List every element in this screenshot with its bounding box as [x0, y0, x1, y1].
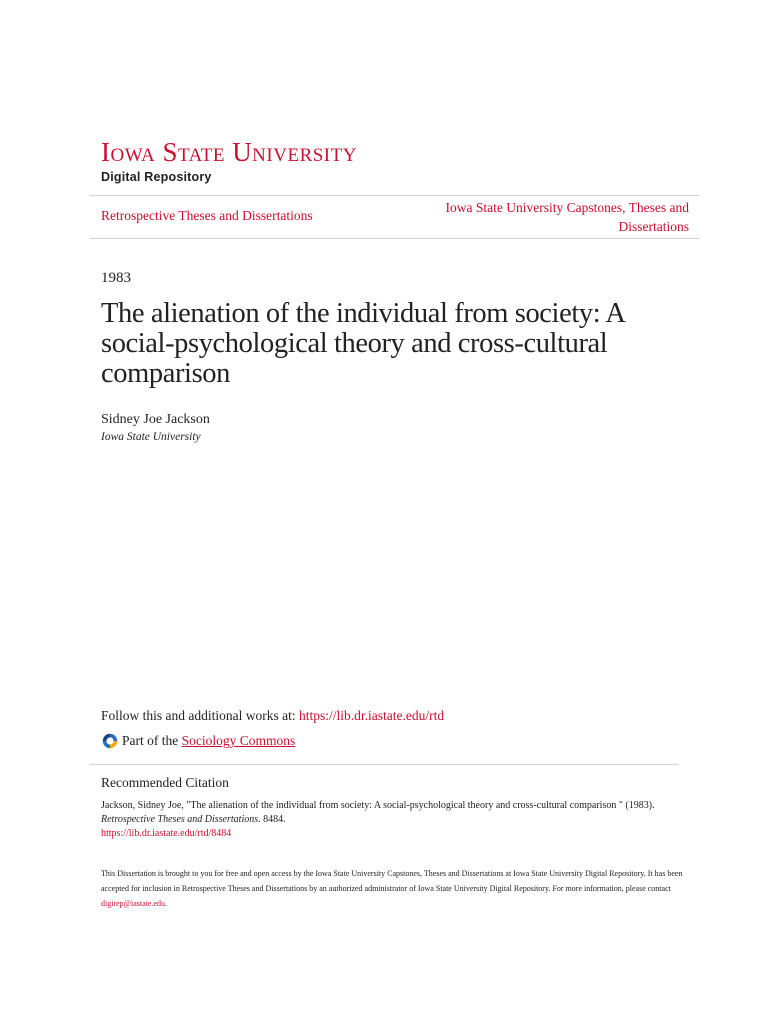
sociology-commons-link[interactable]: Sociology Commons	[181, 733, 296, 748]
citation-url-link[interactable]: https://lib.dr.iastate.edu/rtd/8484	[101, 828, 232, 839]
publication-year: 1983	[101, 270, 131, 286]
university-name: Iowa State University	[101, 137, 357, 167]
follow-prefix: Follow this and additional works at:	[101, 708, 299, 723]
citation-text	[101, 799, 686, 841]
divider-citation	[90, 764, 678, 765]
bepress-commons-icon	[101, 732, 119, 750]
follow-line	[101, 708, 444, 724]
document-title: The alienation of the individual from society: A social-psychological theory and cross-cultural comparison	[101, 298, 624, 389]
retrospective-theses-link[interactable]: Retrospective Theses and Dissertations	[101, 208, 313, 223]
divider-top	[90, 195, 700, 196]
footer-end: .	[165, 899, 168, 908]
citation-heading: Recommended Citation	[101, 775, 229, 790]
part-of-line	[101, 732, 295, 750]
citation-number: . 8484.	[258, 814, 286, 825]
author-name: Sidney Joe Jackson	[101, 412, 210, 427]
follow-url-link[interactable]: https://lib.dr.iastate.edu/rtd	[299, 708, 445, 723]
footer-text: This Dissertation is brought to you for free and open access by the Iowa State University Capstones, Theses and Dissertations at Iowa State University Digital Repository. It has been accepted for inclusion in Retrospective Theses and Dissertations by an authorized administrator of Iowa State University Digital Repository. For more information, please contact	[101, 869, 683, 893]
author-affiliation: Iowa State University	[101, 431, 201, 443]
citation-body: Jackson, Sidney Joe, "The alienation of the individual from society: A social-psychological theory and cross-cultural comparison " (1983).	[101, 800, 655, 811]
university-logo	[101, 139, 357, 184]
divider-bottom	[90, 238, 700, 239]
citation-series: Retrospective Theses and Dissertations	[101, 814, 259, 825]
repository-name: Digital Repository	[101, 170, 212, 184]
contact-email-link[interactable]: digirep@iastate.edu	[101, 899, 166, 908]
footer-notice	[101, 866, 691, 911]
part-of-prefix: Part of the	[122, 733, 182, 748]
capstones-theses-link[interactable]: Iowa State University Capstones, Theses and Dissertations	[445, 200, 689, 234]
